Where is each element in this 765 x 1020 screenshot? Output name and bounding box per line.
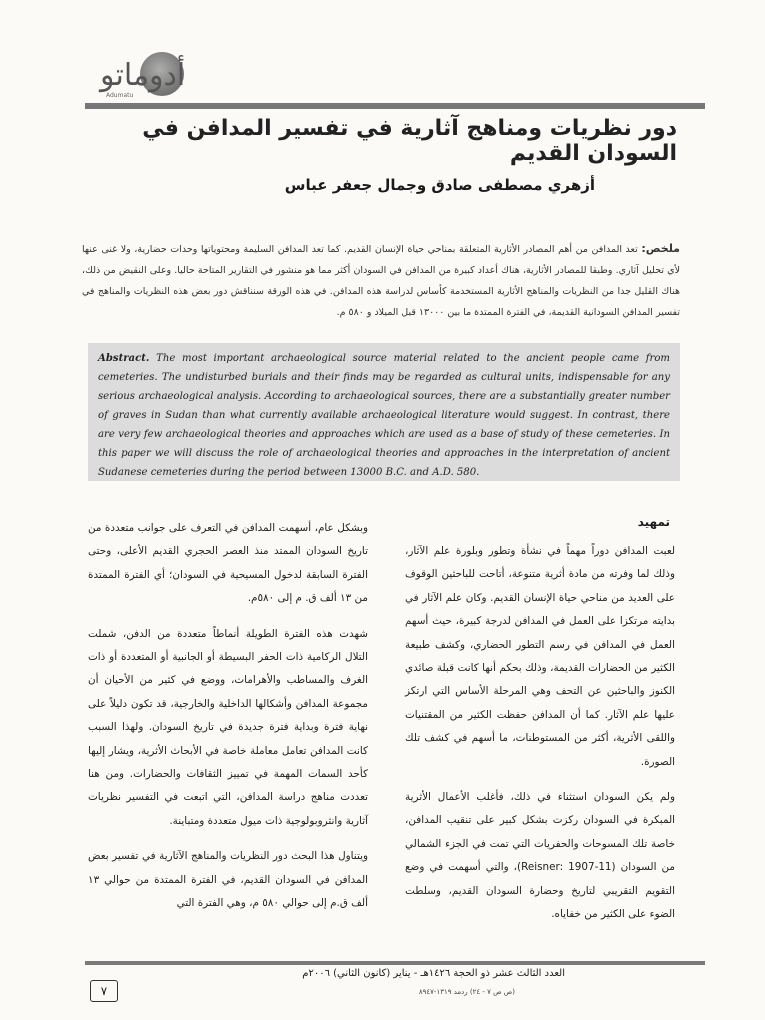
paragraph: ولم يكن السودان استثناء في ذلك، فأغلب الأعمال الأثرية المبكرة في السودان ركزت بشكل كبير على تنقيب المدافن، خاصة تلك المسوحات والحفريات التي تمت في الجزء الشمالي من السودان (Reisner: 1907-11)، والتي أسهمت في وضع التقويم التقريبي لتاريخ وحضارة السودان القديم، وسلطت الضوء على الكثير من خفاياه. (405, 791, 676, 921)
english-abstract (98, 349, 670, 482)
right-column (405, 540, 675, 939)
left-column (88, 517, 368, 928)
english-abstract-text: The most important archaeological source material related to the ancient people came from cemeteries. The undisturbed burials and their finds may be regarded as cultural units, indispensable for any serious archaeological analysis. According to archaeological sources, there are a substantially greater number of graves in Sudan than what currently available archaeological literature would suggest. In contrast, there are very few archaeological theories and approaches which are used as a base of study of these cemeteries. In this paper we will discuss the role of archaeological theories and approaches in the interpretation of ancient Sudanese cemeteries during the period between 13000 B.C. and A.D. 580. (98, 353, 670, 478)
journal-logo (100, 52, 190, 104)
header-rule (85, 103, 705, 109)
logo-latin: Adumatu (106, 92, 134, 99)
english-abstract-box (88, 343, 680, 481)
paragraph: لعبت المدافن دوراً مهماً في نشأة وتطور وبلورة علم الآثار، وذلك لما وفرته من مادة أثرية متنوعة، أتاحت للباحثين الوقوف على العديد من مناحي حياة الإنسان القديم. وكان علم الآثار في بدايته مرتكزا على العمل في المدافن لدرجة كبيرة، حيث أسهم العمل في المدافن في رسم التطور الحضاري، وكشف طبيعة الكثير من الحضارات القديمة، وذلك بحكم أنها كانت قبلة صائدي الكنوز والباحثين عن التحف وهي المرحلة الأساس التي ارتكز عليها علم الآثار. كما أن المدافن حفظت الكثير من المقتنيات واللقى الأثرية، أكثر من المستوطنات، ما أسهم في كشف تلك الصورة. (405, 545, 675, 768)
arabic-abstract-text: تعد المدافن من أهم المصادر الأثارية المتعلقة بمناحي حياة الإنسان القديم. كما تعد المدافن السليمة ومحتوياتها وحدات حضارية، ولا غنى عنها لأي تحليل آثاري. وطبقا للمصادر الأثارية، هناك أعداد كبيرة من المدافن في السودان أكثر مما هو منشور في التقارير المتاحة حاليا. وعلى النقيض من ذلك، هناك القليل جدا من النظريات والمناهج الأثارية المستخدمة كأساس لدراسة هذه المدافن. في هذه الورقة سنناقش دور بعض هذه النظريات والمناهج في تفسير المدافن السودانية القديمة، في الفترة الممتدة ما بين ١٣٠٠٠ قبل الميلاد و ٥٨٠ م. (82, 244, 680, 318)
section-heading-intro: تمهيد (637, 515, 670, 529)
footer-rule (85, 961, 705, 965)
paragraph: وبشكل عام، أسهمت المدافن في التعرف على جوانب متعددة من تاريخ السودان الممتد منذ العصر الحجري القديم الأعلى، وحتى الفترة السابقة لدخول المسيحية في السودان؛ أي الفترة الممتدة من ١٣ ألف ق. م إلى ٥٨٠م. (88, 522, 368, 605)
footer-issue: العدد الثالث عشر ذو الحجة ١٤٢٦هـ - يناير (كانون الثاني) ٢٠٠٦م (302, 968, 565, 979)
article-title: دور نظريات ومناهج آثارية في تفسير المدافن في السودان القديم (142, 116, 677, 166)
logo-wordmark: أدوماتو (100, 58, 186, 93)
article-authors: أزهري مصطفى صادق وجمال جعفر عباس (284, 176, 595, 194)
paragraph: شهدت هذه الفترة الطويلة أنماطاً متعددة من الدفن، شملت التلال الركامية ذات الحفر البسيطة أو الجانبية أو المتعددة أو ذات الغرف والمساطب والأهرامات، ووضع في كثير من الأحيان أن مجموعة المدافن وأشكالها الداخلية والخارجية، قد تكون دليلاً على نهاية فترة وبداية فترة جديدة في تاريخ السودان. ولهذا السبب كانت المدافن تعامل معاملة خاصة في الأبحاث الأثرية، ويشار إليها كأحد السمات المهمة في تمييز الثقافات والحضارات. ومن هنا تعددت مناهج دراسة المدافن، التي اتبعت في التفسير نظريات آثارية وانثروبولوجية ذات ميول متعددة ومتباينة. (88, 627, 368, 827)
footer-reference: (ص ص ٧ - ٢٤) ردمد ١٣١٩-٨٩٤٧ (418, 988, 515, 996)
arabic-abstract (82, 238, 680, 323)
english-abstract-label: Abstract. (98, 353, 150, 364)
arabic-abstract-label: ملخص: (641, 242, 680, 255)
paragraph: ويتناول هذا البحث دور النظريات والمناهج الآثارية في تفسير بعض المدافن في السودان القديم، في الفترة الممتدة من حوالي ١٣ ألف ق.م إلى حوالي ٥٨٠ م، وهي الفترة التي (88, 850, 368, 910)
page-number: ٧ (90, 980, 118, 1002)
